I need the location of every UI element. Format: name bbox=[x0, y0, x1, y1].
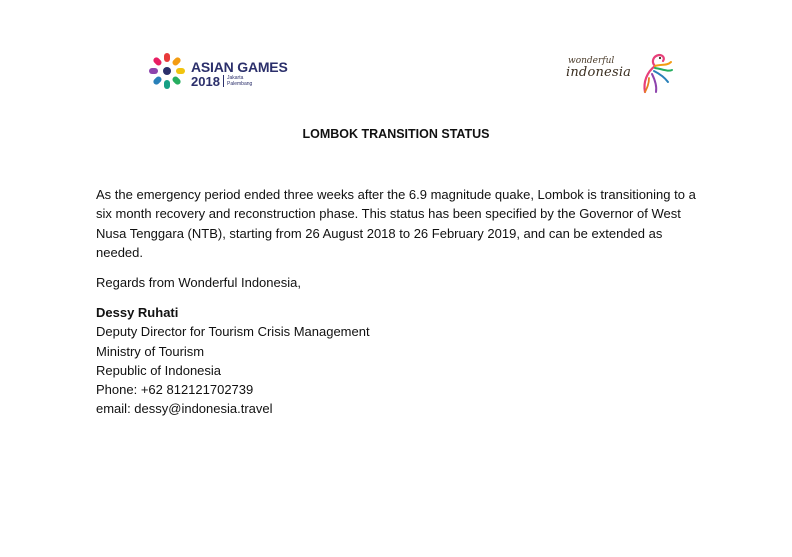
asian-games-city-2: Palembang bbox=[227, 81, 253, 87]
signature-block bbox=[96, 303, 706, 419]
asian-games-year: 2018 bbox=[191, 74, 220, 89]
body-paragraph: As the emergency period ended three weeks after the 6.9 magnitude quake, Lombok is transitioning to a six month recovery and reconstruction phase. This status has been specified by the Governor of West Nusa Tenggara (NTB), starting from 26 August 2018 to 26 February 2019, and can be extended as needed. bbox=[96, 187, 696, 260]
signatory-email[interactable]: email: dessy@indonesia.travel bbox=[96, 401, 273, 417]
regards-line: Regards from Wonderful Indonesia, bbox=[96, 275, 301, 290]
signatory-country: Republic of Indonesia bbox=[96, 362, 222, 378]
signatory-phone: Phone: +62 812121702739 bbox=[96, 382, 254, 398]
signatory-ministry: Ministry of Tourism bbox=[96, 343, 205, 359]
asian-games-title: ASIAN GAMES bbox=[191, 59, 288, 75]
asian-games-city-1: Jakarta bbox=[227, 75, 244, 81]
signatory-name: Dessy Ruhati bbox=[96, 305, 179, 320]
garuda-bird-icon bbox=[637, 52, 675, 96]
asian-games-separator bbox=[223, 75, 224, 87]
asian-games-emblem-icon bbox=[147, 51, 187, 91]
document-title: LOMBOK TRANSITION STATUS bbox=[302, 127, 490, 141]
wonderful-indonesia-big-text: indonesia bbox=[566, 65, 632, 80]
asian-games-logo bbox=[147, 51, 287, 99]
signatory-position: Deputy Director for Tourism Crisis Management bbox=[96, 324, 370, 340]
wonderful-indonesia-small-text: wonderful bbox=[568, 56, 615, 66]
wonderful-indonesia-logo bbox=[562, 50, 677, 98]
